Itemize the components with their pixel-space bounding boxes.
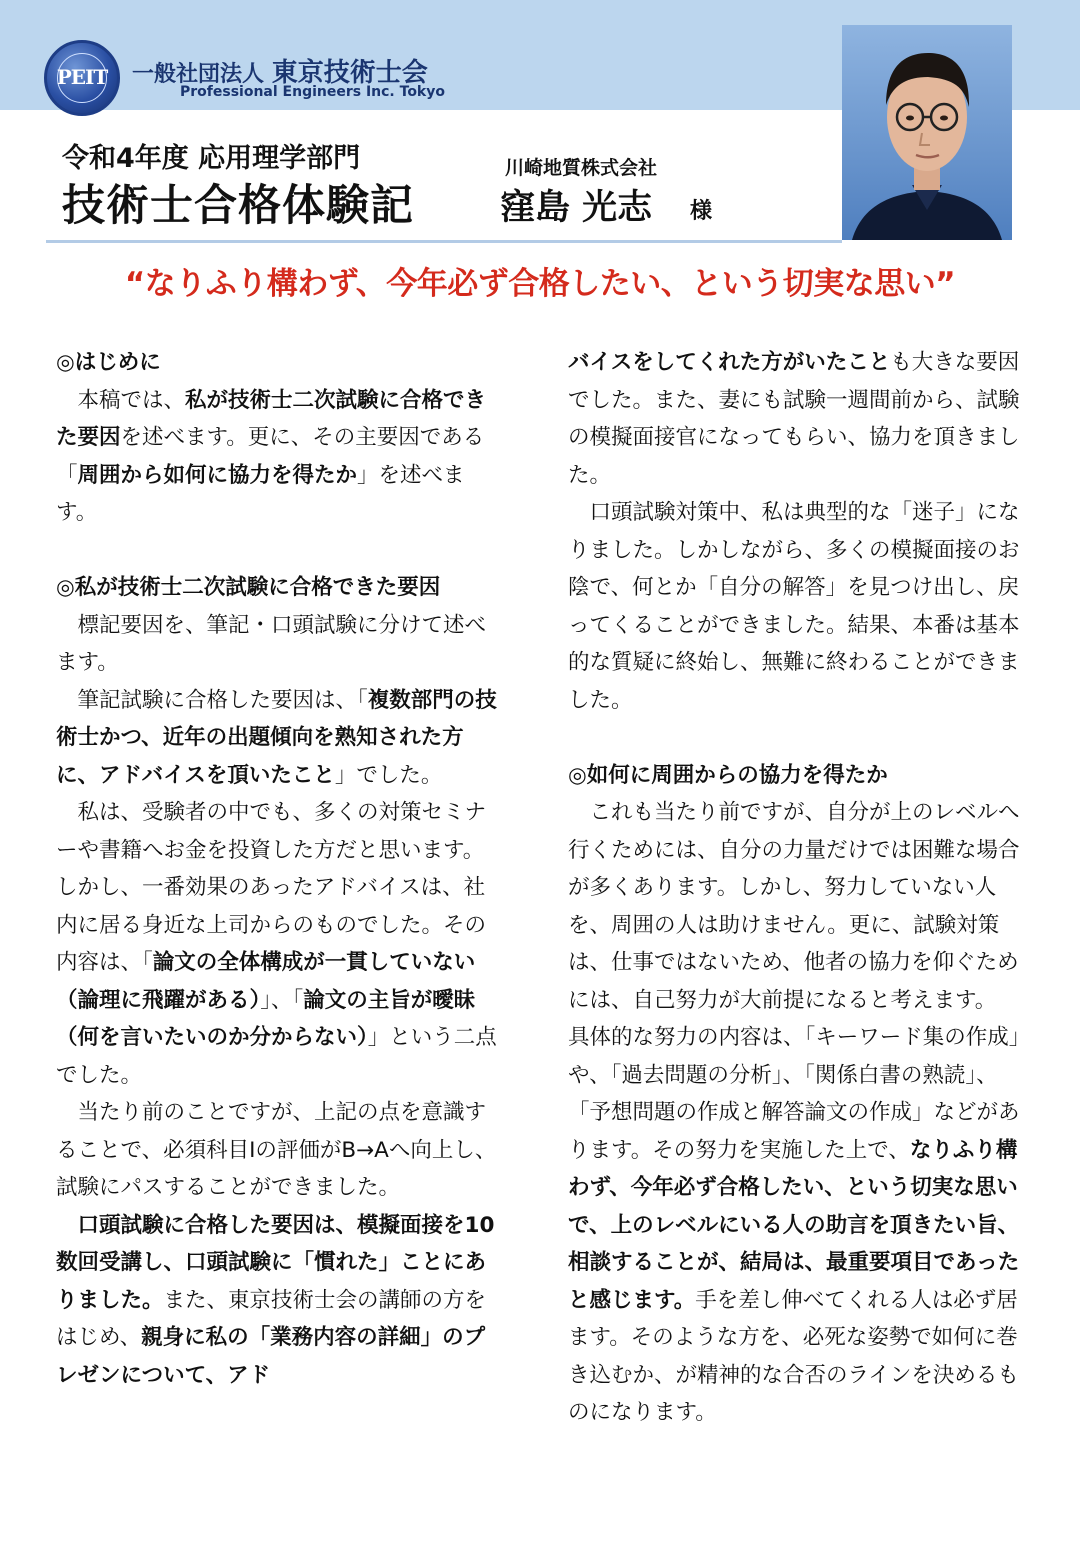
body-paragraph: [56, 1094, 500, 1207]
bold-text: 論文の主旨が曖昧（何を言いたいのか分からない）: [56, 987, 476, 1050]
right-column: [568, 344, 1026, 1432]
bold-text: バイスをしてくれた方がいたこと: [568, 350, 891, 375]
text-run: また、東京技術士会の講師の方をはじめ、: [56, 1287, 487, 1350]
text-run: 」、「: [260, 987, 304, 1013]
body-paragraph: [568, 344, 1026, 494]
section-heading: ◎はじめに: [56, 350, 161, 375]
org-name-main: 東京技術士会: [271, 58, 428, 88]
body-paragraph: [56, 794, 500, 1094]
text-run: 」でした。: [334, 762, 443, 788]
text-run: 口頭試験対策中、私は典型的な「迷子」になりました。しかしながら、多くの模擬面接のお陰で、何とか「自分の解答」を見つけ出し、戻ってくることができました。結果、本番は基本的な質疑に終始し、無難に終わることができました。: [568, 500, 1020, 713]
bold-text: なりふり構わず、今年必ず合格したい、という切実な思いで、上のレベルにいる人の助言を頂きたい旨、相談することが、結局は、最重要項目であったと感じます。: [568, 1137, 1020, 1313]
author-photo-image: [842, 25, 1012, 240]
bold-text: 論文の全体構成が一貫していない（論理に飛躍がある）: [56, 950, 476, 1013]
text-run: 」を述べます。: [56, 462, 465, 525]
section-heading: ◎私が技術士二次試験に合格できた要因: [56, 575, 441, 600]
logo-text: PEIT: [56, 65, 108, 89]
org-name-prefix: 一般社団法人: [132, 62, 265, 87]
paragraph-gap: [568, 719, 1026, 757]
text-run: これも当たり前ですが、自分が上のレベルへ行くためには、自分の力量だけでは困難な場合が多くあります。しかし、努力していない人を、周囲の人は助けません。更に、試験対策は、仕事ではないため、他者の協力を仰ぐためには、自己努力が大前提になると考えます。: [568, 800, 1020, 1013]
text-run: も大きな要因でした。また、妻にも試験一週間前から、試験の模擬面接官になってもらい、協力を頂きました。: [568, 350, 1020, 488]
peit-logo: [44, 40, 120, 116]
bold-text: 私が技術士二次試験に合格できた要因: [56, 387, 487, 450]
text-run: 私は、受験者の中でも、多くの対策セミナーや書籍へお金を投資した方だと思います。しかし、一番効果のあったアドバイスは、社内に居る身近な上司からのものでした。その内容は、「: [56, 800, 487, 975]
text-run: 本稿では、: [77, 387, 186, 413]
bold-text: 親身に私の「業務内容の詳細」のプレゼンについて、アド: [56, 1325, 486, 1388]
text-run: 筆記試験に合格した要因は、「: [77, 687, 368, 713]
headline-quote: “なりふり構わず、今年必ず合格したい、という切実な思い”: [124, 266, 956, 302]
bold-text: 口頭試験に合格した要因は、模擬面接を10数回受講し、口頭試験に「慣れた」ことにありました。: [56, 1212, 495, 1313]
body-paragraph: [56, 1207, 500, 1395]
body-paragraph: [568, 1019, 1026, 1432]
author-company: 川崎地質株式会社: [505, 157, 658, 179]
bold-text: 複数部門の技術士かつ、近年の出題傾向を熟知された方に、アドバイスを頂いたこと: [56, 687, 497, 788]
header-divider: [46, 240, 842, 243]
article-subtitle: 令和4年度 応用理学部門: [62, 143, 361, 174]
left-column: [56, 344, 500, 1394]
org-name-en: Professional Engineers Inc. Tokyo: [180, 84, 445, 100]
text-run: 具体的な努力の内容は、「キーワード集の作成」や、「過去問題の分析」、「関係白書の熟読」、「予想問題の作成と解答論文の作成」などがあります。その努力を実施した上で、: [568, 1025, 1020, 1163]
text-run: を述べます。更に、その主要因である「: [56, 425, 485, 488]
bold-text: 周囲から如何に協力を得たか: [77, 462, 358, 488]
body-paragraph: [56, 382, 500, 532]
author-photo: [842, 25, 1012, 240]
body-paragraph: [56, 682, 500, 795]
body-paragraph: [568, 794, 1026, 1019]
text-run: 手を差し伸べてくれる人は必ず居ます。そのような方を、必死な姿勢で如何に巻き込むか、が精神的な合否のラインを決めるものになります。: [568, 1287, 1019, 1425]
paragraph-gap: [56, 532, 500, 570]
text-run: 」という二点でした。: [56, 1025, 497, 1088]
text-run: 当たり前のことですが、上記の点を意識することで、必須科目Ⅰの評価がB→Aへ向上し、試験にパスすることができました。: [56, 1100, 497, 1200]
author-name: 窪島 光志: [500, 188, 653, 228]
body-paragraph: [568, 494, 1026, 719]
section-heading: ◎如何に周囲からの協力を得たか: [568, 762, 888, 788]
article-title: 技術士合格体験記: [62, 181, 414, 231]
body-paragraph: [56, 607, 500, 682]
author-honorific: 様: [690, 199, 713, 224]
text-run: 標記要因を、筆記・口頭試験に分けて述べます。: [56, 612, 487, 675]
